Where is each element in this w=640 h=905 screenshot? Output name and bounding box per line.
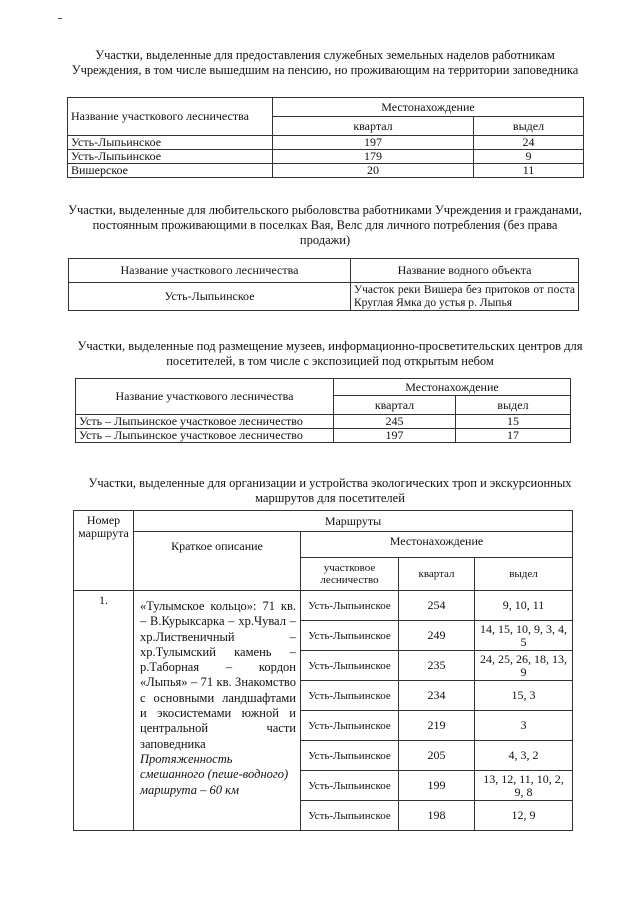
cell-forestry: Усть-Лыпьинское bbox=[301, 741, 399, 771]
cell-kvartal: 245 bbox=[334, 415, 456, 429]
cell-forestry: Усть-Лыпьинское bbox=[301, 801, 399, 831]
header-name: Название участкового лесничества bbox=[76, 379, 334, 415]
table-row bbox=[68, 150, 584, 164]
table-eco-routes bbox=[73, 510, 573, 831]
section4-title bbox=[60, 476, 600, 506]
cell-name: Усть – Лыпьинское участковое лесничество bbox=[76, 429, 334, 443]
header-name: Название участкового лесничества bbox=[68, 98, 273, 136]
title-line: маршрутов для посетителей bbox=[255, 491, 405, 505]
table-fishing-plots bbox=[68, 258, 579, 311]
cell-vydel: 9 bbox=[474, 150, 584, 164]
title-line: Участки, выделенные для любительского рыболовства работниками Учреждения и гражданами, bbox=[68, 203, 582, 217]
cell-name: Усть – Лыпьинское участковое лесничество bbox=[76, 415, 334, 429]
header-name: Название участкового лесничества bbox=[69, 259, 351, 283]
header-location: Местонахождение bbox=[273, 98, 584, 117]
cell-vydel: 17 bbox=[456, 429, 571, 443]
table-service-plots bbox=[67, 97, 584, 178]
cell-forestry: Усть-Лыпьинское bbox=[301, 621, 399, 651]
header-vydel: выдел bbox=[475, 558, 573, 591]
cell-vydel: 15 bbox=[456, 415, 571, 429]
title-line: Учреждения, в том числе вышедшим на пенсию, но проживающим на территории заповедника bbox=[71, 63, 579, 77]
table-row bbox=[68, 164, 584, 178]
title-line: Участки, выделенные для предоставления служебных земельных наделов работникам bbox=[95, 48, 555, 62]
cell-kvartal: 234 bbox=[399, 681, 475, 711]
route-length: Протяженность смешанного (пеше-водного) маршрута – 60 км bbox=[140, 751, 289, 797]
cell-kvartal: 179 bbox=[273, 150, 474, 164]
header-water: Название водного объекта bbox=[351, 259, 579, 283]
title-line: постоянным проживающими в поселках Вая, Велс для личного потребления (без права bbox=[92, 218, 558, 232]
header-location: Местонахождение bbox=[334, 379, 571, 396]
cell-kvartal: 249 bbox=[399, 621, 475, 651]
header-kvartal: квартал bbox=[273, 117, 474, 136]
cell-forestry: Усть-Лыпьинское bbox=[301, 681, 399, 711]
cell-vydel: 15, 3 bbox=[475, 681, 573, 711]
scan-mark bbox=[58, 18, 62, 19]
cell-water: Участок реки Вишера без притоков от поста Круглая Ямка до устья р. Лыпья bbox=[351, 283, 579, 311]
header-vydel: выдел bbox=[456, 396, 571, 415]
header-vydel: выдел bbox=[474, 117, 584, 136]
cell-forestry: Усть-Лыпьинское bbox=[301, 771, 399, 801]
table-row bbox=[68, 136, 584, 150]
cell-vydel: 9, 10, 11 bbox=[475, 591, 573, 621]
cell-vydel: 11 bbox=[474, 164, 584, 178]
section3-title bbox=[60, 339, 600, 369]
cell-kvartal: 235 bbox=[399, 651, 475, 681]
header-desc: Краткое описание bbox=[134, 532, 301, 591]
cell-kvartal: 254 bbox=[399, 591, 475, 621]
cell-vydel: 14, 15, 10, 9, 3, 4, 5 bbox=[475, 621, 573, 651]
table-row bbox=[76, 415, 571, 429]
cell-vydel: 12, 9 bbox=[475, 801, 573, 831]
route-description: «Тулымское кольцо»: 71 кв. – В.Курыксарка – хр.Чувал – хр.Лиственичный – хр.Тулымский камень – р.Таборная – кордон «Лыпья» – 71 кв. Знакомство с основными ландшафтами и экосистемами южной и центральной части заповедника bbox=[140, 599, 296, 751]
cell-kvartal: 219 bbox=[399, 711, 475, 741]
cell-kvartal: 197 bbox=[273, 136, 474, 150]
cell-name: Усть-Лыпьинское bbox=[68, 150, 273, 164]
header-kvartal: квартал bbox=[399, 558, 475, 591]
header-number: Номер маршрута bbox=[74, 511, 134, 591]
section2-title bbox=[55, 203, 595, 248]
cell-kvartal: 20 bbox=[273, 164, 474, 178]
header-kvartal: квартал bbox=[334, 396, 456, 415]
cell-vydel: 13, 12, 11, 10, 2, 9, 8 bbox=[475, 771, 573, 801]
cell-forestry: Усть-Лыпьинское bbox=[301, 711, 399, 741]
title-line: продажи) bbox=[299, 233, 351, 247]
cell-vydel: 24, 25, 26, 18, 13, 9 bbox=[475, 651, 573, 681]
cell-route-description bbox=[134, 591, 301, 831]
cell-kvartal: 199 bbox=[399, 771, 475, 801]
table-row bbox=[76, 429, 571, 443]
cell-name: Усть-Лыпьинское bbox=[69, 283, 351, 311]
title-line: Участки, выделенные под размещение музеев, информационно-просветительских центров для bbox=[77, 339, 583, 353]
table-row bbox=[74, 591, 573, 621]
header-forestry: участковое лесничество bbox=[301, 558, 399, 591]
cell-kvartal: 197 bbox=[334, 429, 456, 443]
cell-forestry: Усть-Лыпьинское bbox=[301, 591, 399, 621]
cell-vydel: 24 bbox=[474, 136, 584, 150]
cell-vydel: 4, 3, 2 bbox=[475, 741, 573, 771]
cell-forestry: Усть-Лыпьинское bbox=[301, 651, 399, 681]
cell-kvartal: 205 bbox=[399, 741, 475, 771]
table-museum-plots bbox=[75, 378, 571, 443]
header-location: Местонахождение bbox=[301, 532, 573, 558]
section1-title bbox=[50, 48, 600, 78]
cell-name: Усть-Лыпьинское bbox=[68, 136, 273, 150]
title-line: посетителей, в том числе с экспозицией под открытым небом bbox=[166, 354, 494, 368]
cell-vydel: 3 bbox=[475, 711, 573, 741]
cell-name: Вишерское bbox=[68, 164, 273, 178]
cell-route-number: 1. bbox=[74, 591, 134, 831]
title-line: Участки, выделенные для организации и устройства экологических троп и экскурсионных bbox=[88, 476, 572, 490]
header-routes: Маршруты bbox=[134, 511, 573, 532]
table-row bbox=[69, 283, 579, 311]
cell-kvartal: 198 bbox=[399, 801, 475, 831]
